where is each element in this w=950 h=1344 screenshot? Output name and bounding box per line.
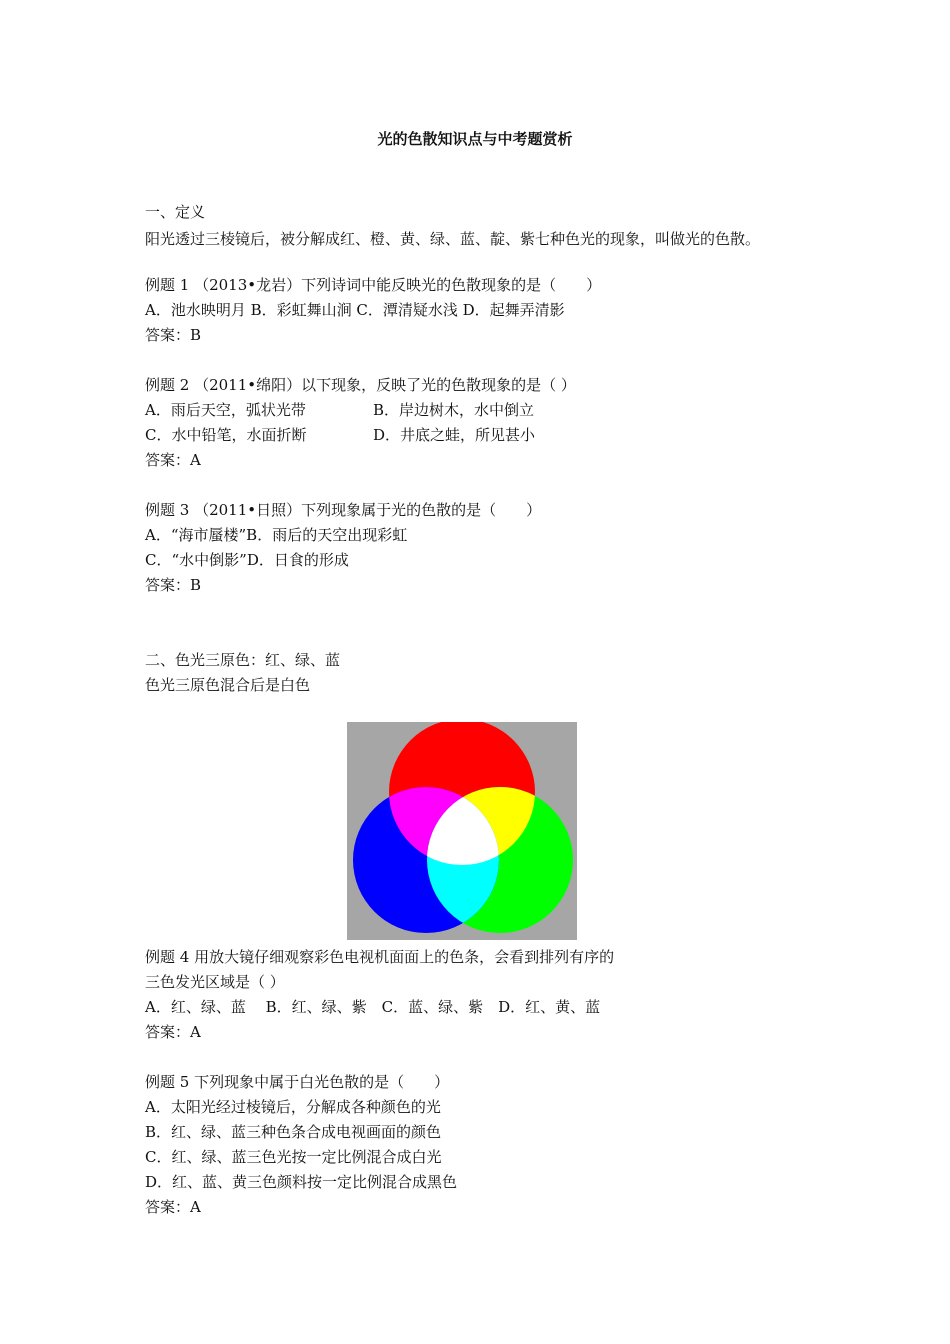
example-5-question: 例题 5 下列现象中属于白光色散的是（ ） bbox=[145, 1073, 450, 1091]
example-3-options-2: C．“水中倒影”D．日食的形成 bbox=[145, 551, 349, 569]
example-4-question-line-1: 例题 4 用放大镜仔细观察彩色电视机面面上的色条，会看到排列有序的 bbox=[145, 948, 615, 966]
rgb-color-mixing-figure bbox=[347, 722, 577, 940]
example-2-option-b: B．岸边树木，水中倒立 bbox=[373, 401, 535, 419]
document-title: 光的色散知识点与中考题赏析 bbox=[377, 130, 573, 148]
definition-paragraph: 阳光透过三棱镜后，被分解成红、橙、黄、绿、蓝、靛、紫七种色光的现象，叫做光的色散。 bbox=[145, 230, 761, 248]
example-5-answer: 答案：A bbox=[145, 1198, 201, 1216]
example-5-option-a: A．太阳光经过棱镜后，分解成各种颜色的光 bbox=[145, 1098, 441, 1116]
example-4-question-line-2: 三色发光区域是（ ） bbox=[145, 973, 285, 991]
example-4-options: A．红、绿、蓝 B．红、绿、紫 C．蓝、绿、紫 D．红、黄、蓝 bbox=[145, 998, 601, 1016]
example-5-option-b: B．红、绿、蓝三种色条合成电视画面的颜色 bbox=[145, 1123, 442, 1141]
example-3-question: 例题 3 （2011•日照）下列现象属于光的色散的是（ ） bbox=[145, 501, 542, 519]
section-1-heading: 一、定义 bbox=[145, 203, 206, 221]
example-1-question: 例题 1 （2013•龙岩）下列诗词中能反映光的色散现象的是（ ） bbox=[145, 276, 602, 294]
example-2-option-d: D．井底之蛙，所见甚小 bbox=[373, 426, 536, 444]
example-2-option-c: C．水中铅笔，水面折断 bbox=[145, 426, 307, 444]
example-3-options-1: A．“海市蜃楼”B．雨后的天空出现彩虹 bbox=[145, 526, 408, 544]
example-5-option-d: D．红、蓝、黄三色颜料按一定比例混合成黑色 bbox=[145, 1173, 458, 1191]
example-1-answer: 答案：B bbox=[145, 326, 202, 344]
example-2-answer: 答案：A bbox=[145, 451, 201, 469]
example-3-answer: 答案：B bbox=[145, 576, 202, 594]
section-2-heading: 二、色光三原色：红、绿、蓝 bbox=[145, 651, 341, 669]
example-5-option-c: C．红、绿、蓝三色光按一定比例混合成白光 bbox=[145, 1148, 442, 1166]
example-1-options: A．池水映明月 B．彩虹舞山涧 C．潭清疑水浅 D．起舞弄清影 bbox=[145, 301, 565, 319]
example-2-question: 例题 2 （2011•绵阳）以下现象，反映了光的色散现象的是（ ） bbox=[145, 376, 576, 394]
example-4-answer: 答案：A bbox=[145, 1023, 201, 1041]
example-2-option-a: A．雨后天空，弧状光带 bbox=[145, 401, 306, 419]
rgb-venn-svg bbox=[347, 722, 577, 940]
section-2-text: 色光三原色混合后是白色 bbox=[145, 676, 311, 694]
